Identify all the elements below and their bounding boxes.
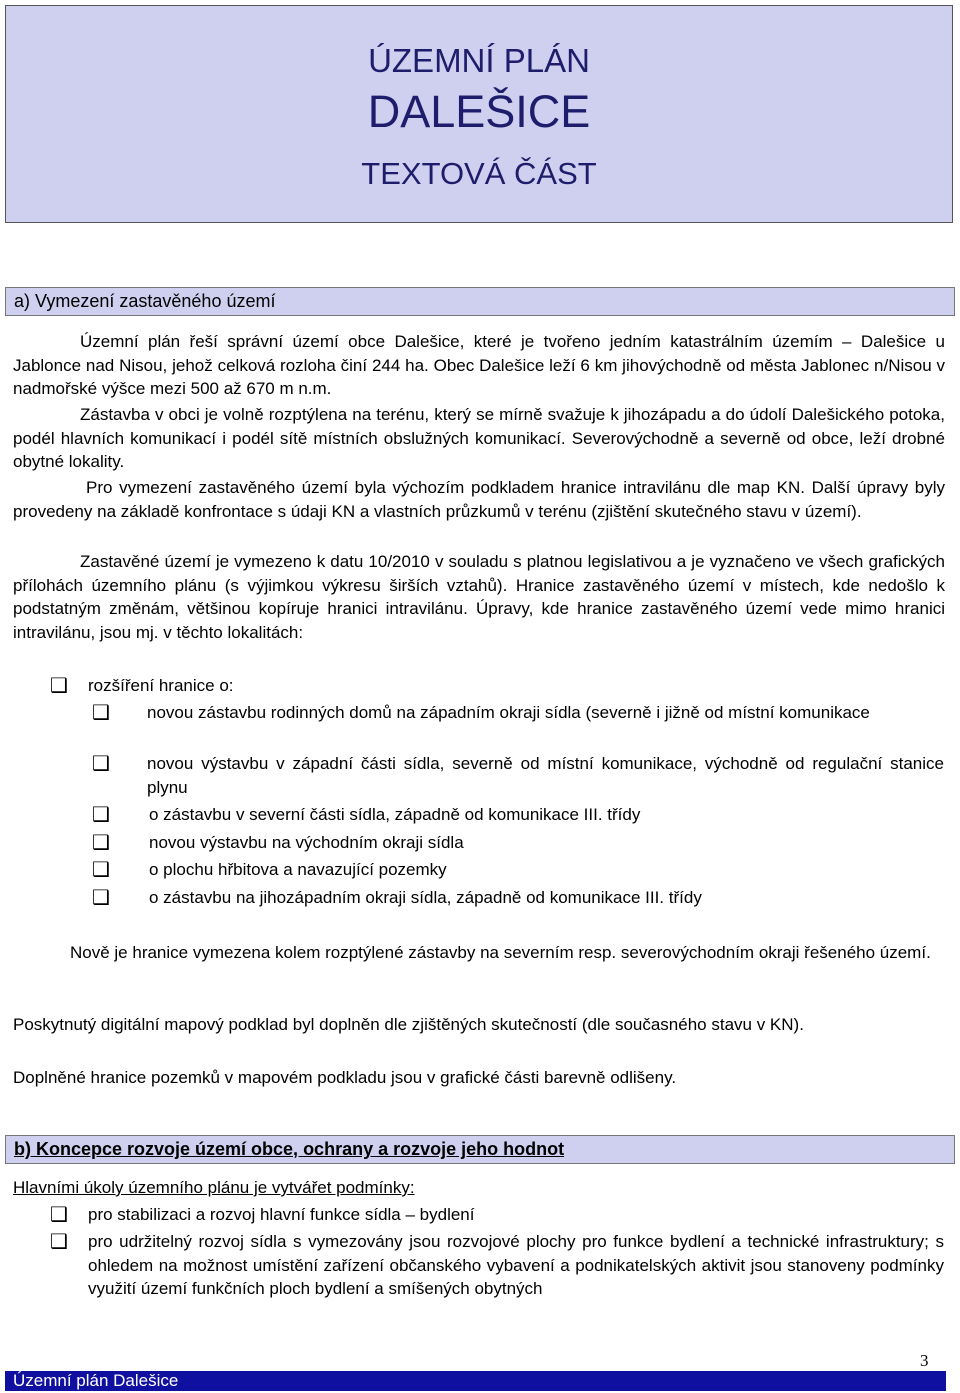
footer-bar [5, 1371, 946, 1391]
section-a-para-2: Zástavba v obci je volně rozptýlena na terénu, který se mírně svažuje k jihozápadu a do údolí Dalešického potoka, podél hlavních komunikací i podél sítě místních obslužných komunikací. Severovýchodně a severně od obce, leží drobné obytné lokality. [13, 405, 945, 471]
bullet-icon: ❑ [92, 802, 110, 826]
page-number: 3 [920, 1351, 929, 1370]
section-a-para-1: Územní plán řeší správní území obce Dalešice, které je tvořeno jedním katastrálním územím – Dalešice u Jablonce nad Nisou, jehož celková rozloha činí 244 ha. Obec Dalešice leží 6 km jihovýchodně od města Jablonec n/Nisou v nadmořské výšce mezi 500 až 670 m n.m. [13, 332, 945, 398]
footer-label: Územní plán Dalešice [13, 1371, 179, 1390]
bullet-icon: ❑ [92, 830, 110, 854]
section-a-para-7: Doplněné hranice pozemků v mapovém podkladu jsou v grafické části barevně odlišeny. [13, 1068, 677, 1087]
bullet-icon: ❑ [92, 857, 110, 881]
section-a-para-5: Nově je hranice vymezena kolem rozptýlené zástavby na severním resp. severovýchodním okraji řešeného území. [70, 943, 931, 962]
bullet-icon: ❑ [92, 751, 110, 775]
section-a-para-3: Pro vymezení zastavěného území byla výchozím podkladem hranice intravilánu dle map KN. Další úpravy byly provedeny na základě konfrontace s údaji KN a vlastních průzkumů v terénu (zjištění skutečného stavu v území). [13, 478, 945, 521]
title-box [5, 5, 953, 223]
section-a-heading: a) Vymezení zastavěného území [5, 287, 955, 316]
document-subtitle: TEXTOVÁ ČÁST [361, 156, 597, 191]
bullet-icon: ❑ [50, 673, 68, 697]
section-a-para-4: Zastavěné území je vymezeno k datu 10/2010 v souladu s platnou legislativou a je vyznačeno ve všech grafických přílohách územního plánu (s výjimkou výkresu širších vztahů). Hranice zastavěného území v místech, kde nedošlo k podstatným změnám, většinou kopíruje hranici intravilánu. Úpravy, kde hranice zastavěného území vede mimo hranici intravilánu, jsou mj. v těchto lokalitách: [13, 552, 945, 642]
section-a-para-6: Poskytnutý digitální mapový podklad byl doplněn dle zjištěných skutečností (dle současného stavu v KN). [13, 1015, 804, 1034]
section-b-subheading: Hlavními úkoly územního plánu je vytvářet podmínky: [13, 1178, 415, 1197]
bullet-icon: ❑ [50, 1229, 68, 1253]
section-b-heading: b) Koncepce rozvoje území obce, ochrany a rozvoje jeho hodnot [5, 1135, 955, 1164]
bullet-icon: ❑ [92, 885, 110, 909]
bullet-icon: ❑ [50, 1202, 68, 1226]
municipality-name: DALEŠICE [367, 86, 591, 137]
bullet-icon: ❑ [92, 700, 110, 724]
document-title: ÚZEMNÍ PLÁN [368, 42, 590, 79]
